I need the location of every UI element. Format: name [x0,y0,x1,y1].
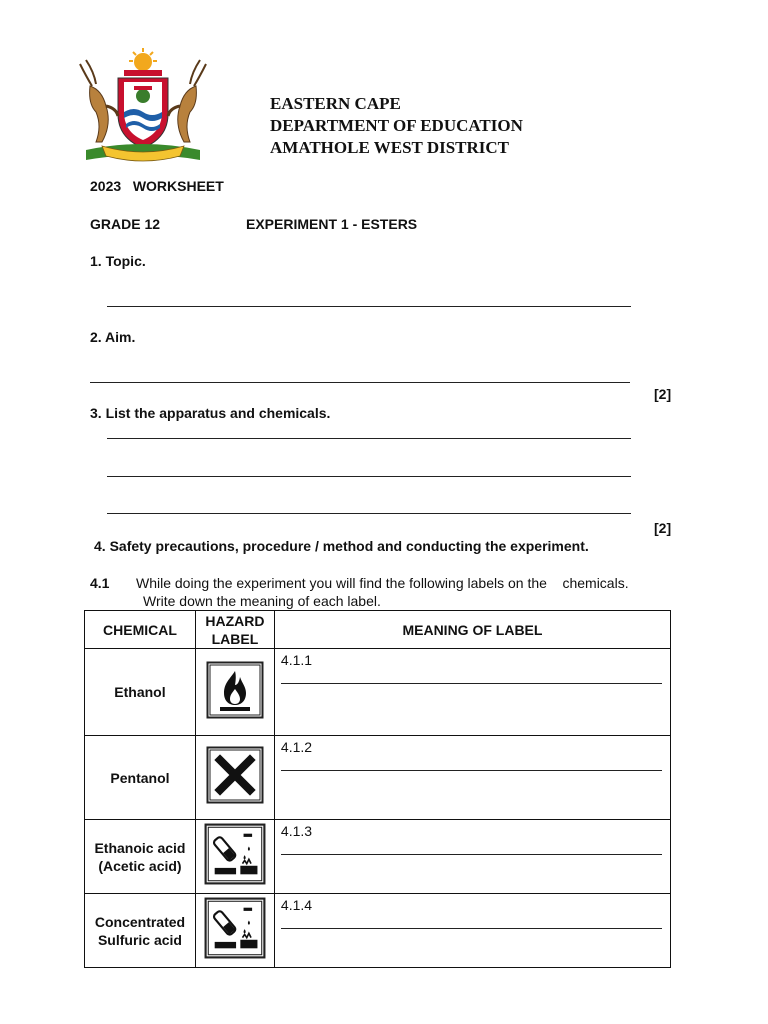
answer-line[interactable] [107,438,631,439]
table-header-row [85,611,671,649]
answer-line[interactable] [281,928,662,929]
answer-line[interactable] [107,306,631,307]
question-4-1-text: While doing the experiment you will find the following labels on the chemicals. [136,575,629,591]
hazard-label-table [84,610,671,968]
marks-q3: [2] [654,520,672,536]
question-1-topic: 1. Topic. [90,253,146,269]
answer-line[interactable] [90,382,630,383]
chemical-name: Ethanoic acid (Acetic acid) [85,820,196,894]
header-district: AMATHOLE WEST DISTRICT [270,138,510,157]
harmful-x-icon [206,746,264,804]
corrosive-icon [204,897,266,959]
header-department: DEPARTMENT OF EDUCATION [270,116,523,135]
grade-label: GRADE 12 [90,216,161,232]
corrosive-icon [204,823,266,885]
answer-line[interactable] [107,513,631,514]
question-number: 4.1.1 [280,652,313,668]
chemical-name: Concentrated Sulfuric acid [85,894,196,968]
question-4-1-number: 4.1 [90,575,110,591]
table-row [85,820,671,894]
question-2-aim: 2. Aim. [90,329,136,345]
header-province: EASTERN CAPE [270,94,401,113]
marks-q2: [2] [654,386,672,402]
answer-line[interactable] [281,854,662,855]
experiment-title: EXPERIMENT 1 - ESTERS [246,216,418,232]
question-number: 4.1.4 [280,897,313,913]
question-number: 4.1.3 [280,823,313,839]
column-header-chemical: CHEMICAL [85,611,196,649]
worksheet-year: 2023 WORKSHEET [90,178,224,194]
table-row [85,649,671,736]
answer-line[interactable] [107,476,631,477]
question-number: 4.1.2 [280,739,313,755]
column-header-meaning: MEANING OF LABEL [274,611,670,649]
question-4-safety: 4. Safety precautions, procedure / method and conducting the experiment. [94,538,589,554]
column-header-hazard-label: HAZARD LABEL [195,611,274,649]
flammable-icon [206,661,264,719]
question-3-apparatus: 3. List the apparatus and chemicals. [90,405,331,421]
table-row [85,894,671,968]
chemical-name: Pentanol [85,736,196,820]
table-row [85,736,671,820]
answer-line[interactable] [281,770,662,771]
question-4-1-instruction: Write down the meaning of each label. [143,593,381,609]
eastern-cape-coat-of-arms-logo [72,46,214,168]
answer-line[interactable] [281,683,662,684]
chemical-name: Ethanol [85,649,196,736]
